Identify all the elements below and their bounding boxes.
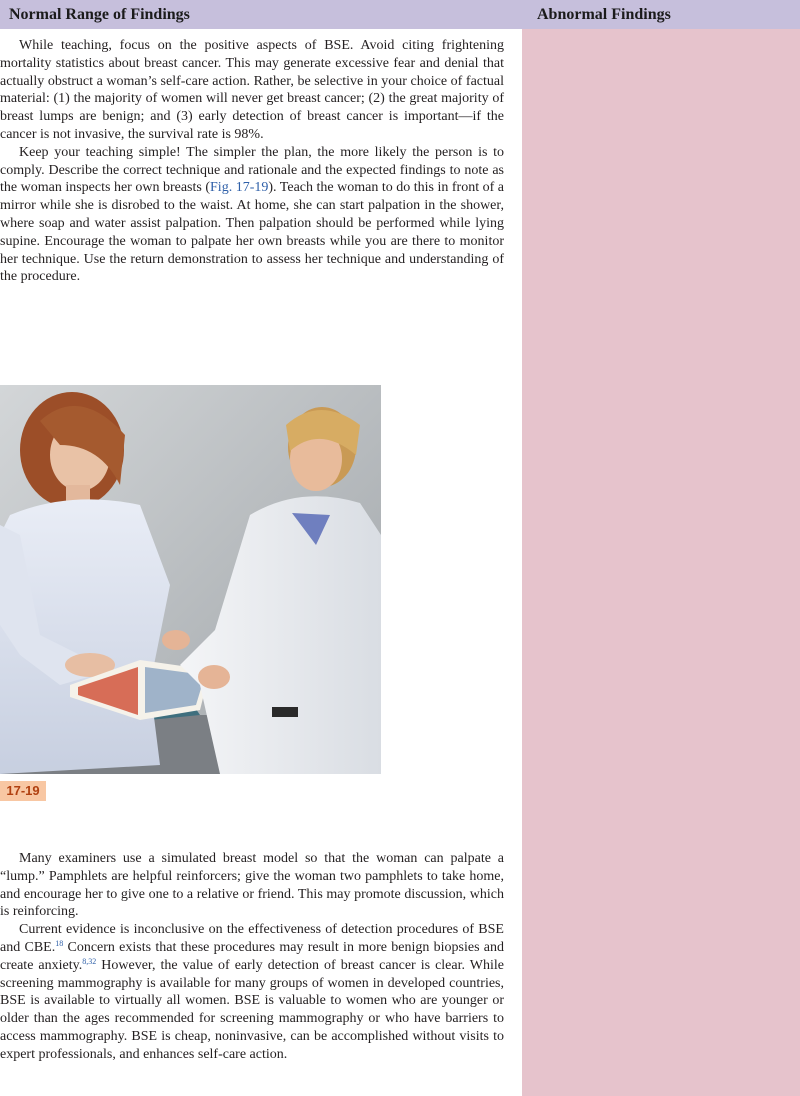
- paragraph-keep-teaching-simple: [0, 144, 504, 286]
- paragraph-bse-positive-focus: While teaching, focus on the positive aspects of BSE. Avoid citing frightening mortality statistics about breast cancer. This may generate excessive fear and denial that actually obstruct a woman’s self-care action. Rather, be selective in your choice of factual material: (1) the majority of women will never get breast cancer; (2) the great majority of breast lumps are benign; and (3) early detection of breast cancer is important—if the cancer is not invasive, the survival rate is 98%.: [0, 38, 504, 142]
- citation-ref[interactable]: 8,32: [82, 956, 97, 966]
- abnormal-findings-column: [522, 29, 800, 1096]
- bse-teaching-photo: [0, 385, 381, 774]
- figure-reference-link[interactable]: Fig. 17-19: [210, 180, 269, 196]
- left-column-header: [0, 0, 522, 29]
- paragraph-current-evidence: [0, 921, 504, 1063]
- right-column-header: [522, 0, 800, 29]
- figure-label: 17-19: [0, 781, 46, 801]
- paragraph-simulated-breast-model: Many examiners use a simulated breast model so that the woman can palpate a “lump.” Pamphlets are helpful reinforcers; give the woman two pamphlets to take home, and encourage her to give one to a relative or friend. This may promote discussion, which is reinforcing.: [0, 851, 504, 920]
- paragraph-text: However, the value of early detection of breast cancer is clear. While screening mammography is available for many groups of women in developed countries, BSE is available to virtually all women. BSE is valuable to women who are younger or older than the ages recommended for screening mammography or who have barriers to access mammography. BSE is cheap, noninvasive, can be accomplished without visits to expert professionals, and enhances self-care action.: [0, 957, 504, 1062]
- paragraph-text: Concern exists that these procedures may result in more benign biopsies and create anxiety.: [0, 939, 504, 973]
- citation-ref[interactable]: 18: [55, 938, 64, 948]
- paragraph-text: ). Teach the woman to do this in front of a mirror while she is disrobed to the waist. At home, she can start palpation in the shower, where soap and water assist palpation. Then palpation should be performed while lying supine. Encourage the woman to palpate her own breasts while you are there to monitor her technique. Use the return demonstration to assess her technique and understanding of the procedure.: [0, 180, 505, 285]
- teaching-section: [0, 37, 504, 286]
- right-column-title: Abnormal Findings: [537, 6, 671, 23]
- paragraph-text: Current evidence is inconclusive on the effectiveness of detection procedures of BSE and CBE.: [0, 922, 504, 955]
- evidence-section: [0, 850, 504, 1064]
- paragraph-text: Keep your teaching simple! The simpler the plan, the more likely the person is to comply. Describe the correct technique and rationale and the expected findings to note as the woman inspects her own breasts (: [0, 144, 504, 196]
- left-column-title: Normal Range of Findings: [9, 6, 190, 23]
